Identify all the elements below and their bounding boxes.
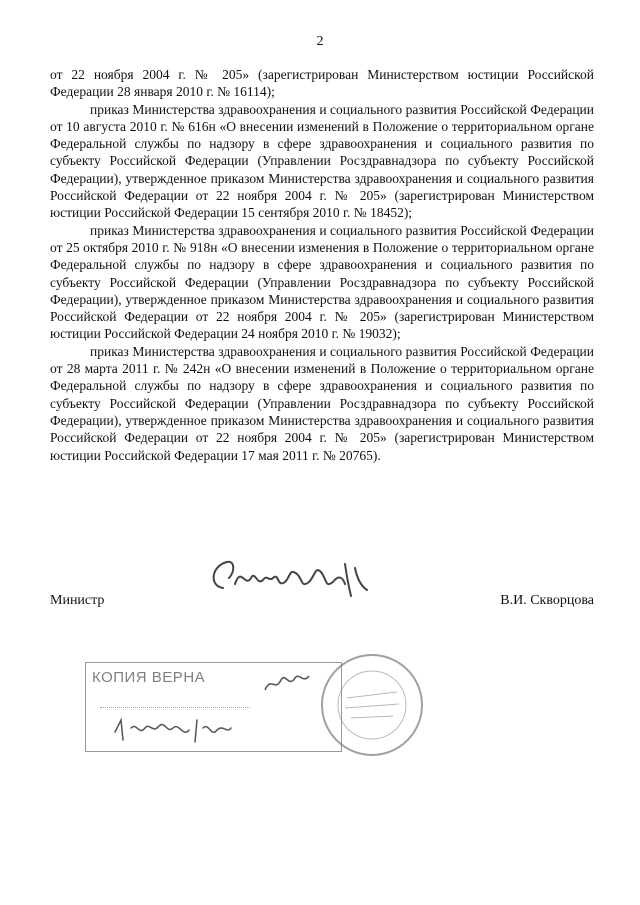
page-number: 2 bbox=[316, 34, 324, 49]
paragraph-continuation: от 22 ноября 2004 г. № 205» (зарегистрирован Министерством юстиции Российской Федерации 28 января 2010 г. № 16114); bbox=[50, 67, 594, 100]
minister-signature bbox=[205, 548, 380, 618]
signatory-role: Министр bbox=[50, 593, 105, 608]
document-body bbox=[50, 66, 594, 464]
signatory-name: В.И. Скворцова bbox=[500, 593, 594, 608]
paragraph-order-918n: приказ Министерства здравоохранения и социального развития Российской Федерации от 25 октября 2010 г. № 918н «О внесении изменения в Положение о территориальном органе Федеральной службы по надзору в сфере здравоохранения и социального развития по субъекту Российской Федерации (Управлении Росздравнадзора по субъекту Российской Федерации), утвержденное приказом Министерства здравоохранения и социального развития Российской Федерации от 22 ноября 2004 г. № 205» (зарегистрирован Министерством юстиции Российской Федерации 24 ноября 2010 г. № 19032); bbox=[50, 222, 594, 342]
certification-stamp-area bbox=[85, 650, 415, 780]
round-seal-icon bbox=[317, 650, 427, 760]
stamp-title: КОПИЯ ВЕРНА bbox=[92, 669, 206, 686]
paragraph-order-242n: приказ Министерства здравоохранения и социального развития Российской Федерации от 28 марта 2011 г. № 242н «О внесении изменений в Положение о территориальном органе Федеральной службы по надзору в сфере здравоохранения и социального развития по субъекту Российской Федерации (Управлении Росздравнадзора по субъекту Российской Федерации), утвержденное приказом Министерства здравоохранения и социального развития Российской Федерации от 22 ноября 2004 г. № 205» (зарегистрирован Министерством юстиции Российской Федерации 17 мая 2011 г. № 20765). bbox=[50, 343, 594, 463]
paragraph-order-616n: приказ Министерства здравоохранения и социального развития Российской Федерации от 10 августа 2010 г. № 616н «О внесении изменений в Положение о территориальном органе Федеральной службы по надзору в сфере здравоохранения и социального развития по субъекту Российской Федерации (Управлении Росздравнадзора по субъекту Российской Федерации), утвержденное приказом Министерства здравоохранения и социального развития Российской Федерации от 22 ноября 2004 г. № 205» (зарегистрирован Министерством юстиции Российской Федерации 15 сентября 2010 г. № 18452); bbox=[50, 101, 594, 221]
